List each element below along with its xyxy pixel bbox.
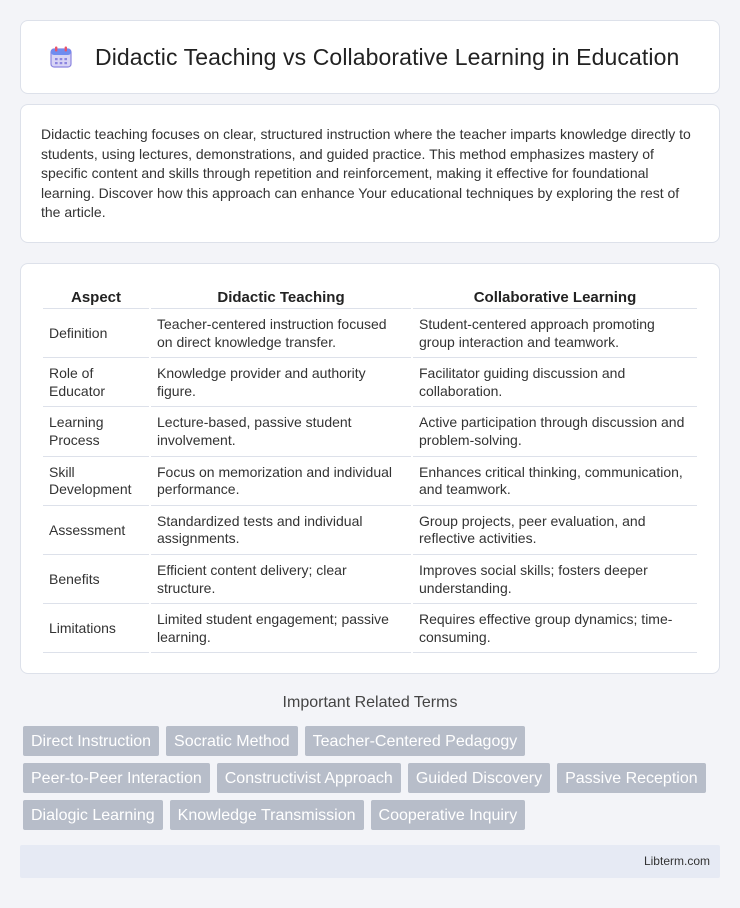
related-terms-title: Important Related Terms — [282, 694, 458, 711]
table-header-row — [43, 284, 697, 309]
aspect-cell: Role of Educator — [43, 358, 149, 407]
footer-brand-link[interactable]: Libterm.com — [643, 854, 710, 868]
comparison-table — [41, 284, 699, 653]
aspect-cell: Skill Development — [43, 457, 149, 506]
didactic-cell: Efficient content delivery; clear structure. — [151, 555, 411, 604]
related-term-tag[interactable]: Socratic Method — [166, 726, 298, 756]
table-row — [43, 309, 697, 358]
header-card — [20, 20, 720, 94]
header-aspect: Aspect — [43, 284, 149, 309]
calendar-icon — [47, 43, 75, 71]
footer-bar — [20, 845, 720, 878]
related-terms-list — [23, 726, 723, 837]
didactic-cell: Lecture-based, passive student involvement. — [151, 407, 411, 456]
collaborative-cell: Student-centered approach promoting group interaction and teamwork. — [413, 309, 697, 358]
collaborative-cell: Enhances critical thinking, communication, and teamwork. — [413, 457, 697, 506]
collaborative-cell: Facilitator guiding discussion and collaboration. — [413, 358, 697, 407]
related-term-tag[interactable]: Constructivist Approach — [217, 763, 401, 793]
aspect-cell: Assessment — [43, 506, 149, 555]
table-row — [43, 604, 697, 653]
related-term-tag[interactable]: Peer-to-Peer Interaction — [23, 763, 210, 793]
related-term-tag[interactable]: Teacher-Centered Pedagogy — [305, 726, 526, 756]
aspect-cell: Learning Process — [43, 407, 149, 456]
didactic-cell: Knowledge provider and authority figure. — [151, 358, 411, 407]
header-didactic: Didactic Teaching — [151, 284, 411, 309]
intro-card — [20, 104, 720, 243]
table-row — [43, 457, 697, 506]
comparison-table-card — [20, 263, 720, 674]
related-term-tag[interactable]: Dialogic Learning — [23, 800, 163, 830]
aspect-cell: Limitations — [43, 604, 149, 653]
page-title: Didactic Teaching vs Collaborative Learning in Education — [95, 43, 680, 70]
aspect-cell: Benefits — [43, 555, 149, 604]
table-row — [43, 555, 697, 604]
related-term-tag[interactable]: Knowledge Transmission — [170, 800, 364, 830]
didactic-cell: Limited student engagement; passive learning. — [151, 604, 411, 653]
collaborative-cell: Requires effective group dynamics; time-consuming. — [413, 604, 697, 653]
aspect-cell: Definition — [43, 309, 149, 358]
didactic-cell: Focus on memorization and individual performance. — [151, 457, 411, 506]
collaborative-cell: Improves social skills; fosters deeper understanding. — [413, 555, 697, 604]
table-row — [43, 358, 697, 407]
collaborative-cell: Group projects, peer evaluation, and reflective activities. — [413, 506, 697, 555]
intro-text: Didactic teaching focuses on clear, structured instruction where the teacher imparts knowledge directly to students, using lectures, demonstrations, and guided practice. This method emphasizes mastery of specific content and skills through repetition and reinforcement, making it effective for foundational learning. Discover how this approach can enhance Your educational techniques by exploring the rest of the article. — [41, 126, 691, 221]
table-row — [43, 407, 697, 456]
didactic-cell: Standardized tests and individual assignments. — [151, 506, 411, 555]
related-term-tag[interactable]: Cooperative Inquiry — [371, 800, 526, 830]
collaborative-cell: Active participation through discussion and problem-solving. — [413, 407, 697, 456]
header-collaborative: Collaborative Learning — [413, 284, 697, 309]
didactic-cell: Teacher-centered instruction focused on direct knowledge transfer. — [151, 309, 411, 358]
related-term-tag[interactable]: Passive Reception — [557, 763, 706, 793]
related-term-tag[interactable]: Direct Instruction — [23, 726, 159, 756]
related-term-tag[interactable]: Guided Discovery — [408, 763, 550, 793]
table-row — [43, 506, 697, 555]
